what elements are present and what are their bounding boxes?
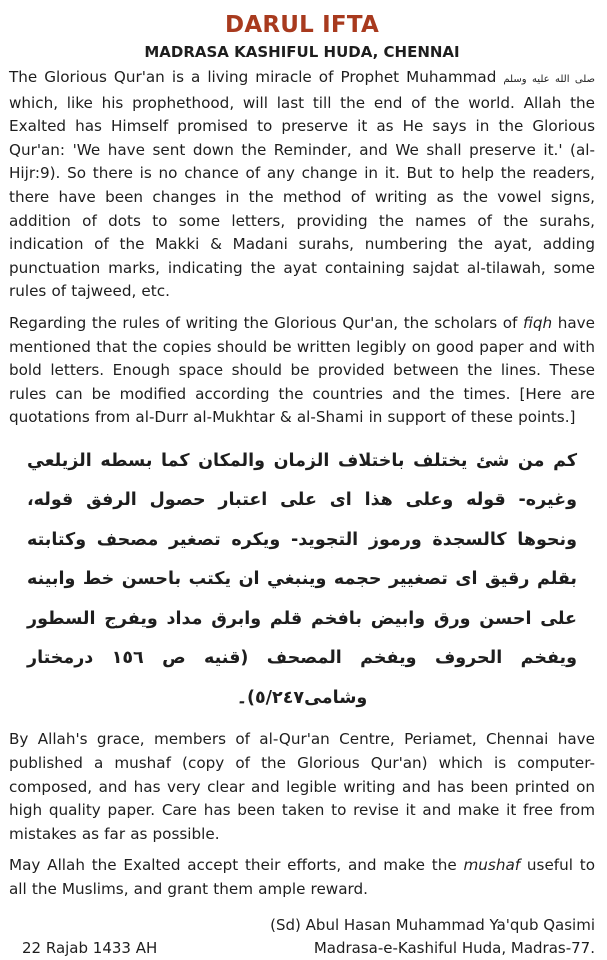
paragraph-4-text-b: useful to all the Muslims, and grant them ample reward. (9, 856, 596, 898)
term-mushaf: mushaf (463, 856, 521, 875)
institution-address: Madrasa-e-Kashiful Huda, Madras-77. (313, 938, 595, 957)
paragraph-2-text-a: Regarding the rules of writing the Glorious Qur'an, the scholars of (9, 313, 524, 332)
signatory-name: (Sd) Abul Hasan Muhammad Ya'qub Qasimi (270, 915, 595, 934)
arabic-quotation: كم من شئ يختلف باختلاف الزمان والمكان كما بسطه الزيلعي وغيره- قوله وعلى هذا اى على اعتبار حصول الرفق قوله، ونحوها كالسجدة ورموز التجويد- ويكره تصغير مصحف وكتابته بقلم رقيق اى تصغيير حجمه وينبغي ان يكتب باحسن خط وابينه على احسن ورق وابيض بافخم قلم وابرق مداد ويفرج السطور ويفخم الحروف ويفخم المصحف (قنيه ص ١٥٦ درمختار وشامى٥/٢٤٧)۔ (27, 450, 577, 708)
term-fiqh: fiqh (523, 313, 553, 332)
paragraph-1-text-b: which, like his prophethood, will last till the end of the world. Allah the Exalted has Himself promised to preserve it as He says in the Glorious Qur'an: 'We have sent down the Reminder, and We shall preserve it.' (al-Hijr:9). So there is no chance of any change in it. But to help the readers, there have been changes in the method of writing as the vowel signs, addition of dots to some letters, providing the names of the surahs, indication of the Makki & Madani surahs, numbering the ayat, adding punctuation marks, indicating the ayat containing sajdat al-tilawah, some rules of tajweed, etc. (9, 93, 595, 301)
fatwa-document (9, 10, 595, 960)
page-title: DARUL IFTA (225, 12, 379, 38)
paragraph-prayer (9, 854, 595, 901)
issue-date: 22 Rajab 1433 AH (22, 938, 158, 957)
paragraph-quran-preservation (9, 66, 595, 304)
paragraph-1-text-a: The Glorious Qur'an is a living miracle of Prophet Muhammad (9, 68, 504, 86)
paragraph-writing-rules (9, 312, 595, 430)
paragraph-mushaf-publication: By Allah's grace, members of al-Qur'an Centre, Periamet, Chennai have published a mushaf (copy of the Glorious Qur'an) which is computer-composed, and has very clear and legible writing and has been printed on high quality paper. Care has been taken to revise it and make it free from mistakes as far as possible. (9, 730, 595, 843)
salutation-arabic: صلى الله عليه وسلم (503, 74, 595, 85)
paragraph-4-text-a: May Allah the Exalted accept their efforts, and make the (9, 856, 464, 875)
page-subtitle: MADRASA KASHIFUL HUDA, CHENNAI (144, 43, 460, 61)
signature-row (9, 937, 595, 960)
paragraph-2-text-b: have mentioned that the copies should be written legibly on good paper and with bold letters. Enough space should be provided between the lines. These rules can be modified according the countries and the times. [Here are quotations from al-Durr al-Mukhtar & al-Shami in support of these points.] (9, 313, 595, 427)
